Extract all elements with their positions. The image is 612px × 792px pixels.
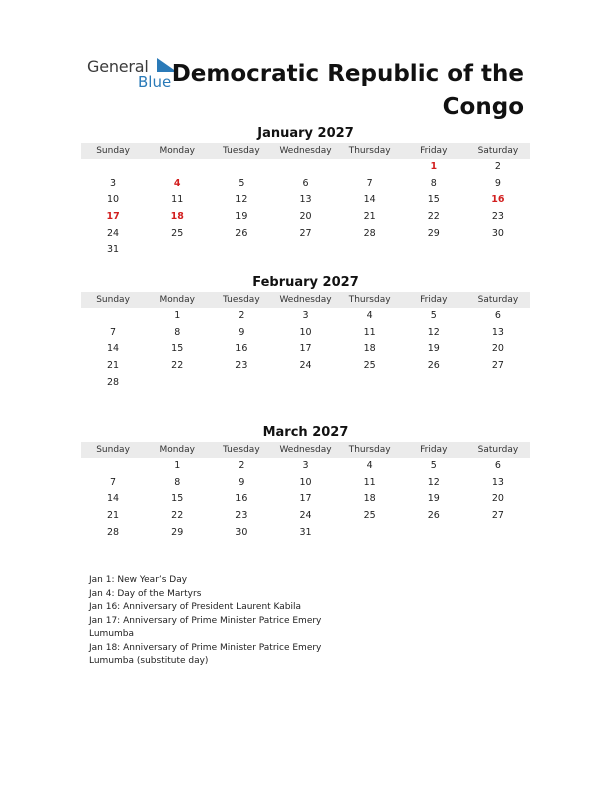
day-cell: 19 (235, 211, 248, 223)
month-march (81, 424, 530, 541)
day-cell (273, 242, 337, 259)
logo-blue-text: Blue (138, 73, 172, 91)
weekday-header (81, 292, 530, 308)
weekday-label: Saturday (477, 445, 519, 455)
day-cell: 10 (299, 326, 312, 338)
week-row (81, 159, 530, 176)
day-cell: 15 (427, 194, 440, 206)
month-title: March 2027 (262, 425, 349, 440)
week-row (81, 242, 530, 259)
weekday-label: Wednesday (279, 146, 332, 156)
month-title: February 2027 (252, 275, 359, 290)
day-cell: 3 (302, 310, 309, 321)
day-cell: 13 (299, 194, 312, 206)
day-cell (338, 242, 402, 259)
day-cell: 13 (491, 476, 504, 488)
day-cell: 2 (238, 310, 245, 321)
day-cell: 14 (107, 493, 120, 505)
day-cell: 16 (235, 343, 248, 355)
page-title (164, 58, 524, 124)
day-cell: 10 (107, 194, 120, 206)
weekday-label: Sunday (96, 295, 130, 305)
week-row (81, 375, 530, 392)
day-cell: 17 (299, 493, 312, 505)
holiday-notes (89, 574, 349, 669)
day-cell: 11 (363, 476, 376, 488)
day-cell (338, 159, 402, 176)
day-cell: 1 (174, 310, 181, 321)
day-cell: 9 (494, 177, 501, 189)
day-cell: 2 (238, 460, 245, 471)
day-cell: 22 (171, 360, 184, 372)
day-cell (466, 525, 530, 542)
weekday-label: Friday (420, 146, 448, 156)
day-cell (145, 375, 209, 392)
day-cell: 5 (430, 460, 437, 471)
day-cell (209, 159, 273, 176)
weekday-label: Monday (159, 295, 195, 305)
day-cell: 3 (302, 460, 309, 471)
day-cell: 8 (174, 476, 181, 488)
day-cell: 12 (235, 194, 248, 206)
day-cell: 6 (494, 460, 501, 471)
weekday-label: Sunday (96, 445, 130, 455)
day-cell: 10 (299, 476, 312, 488)
day-cell (145, 159, 209, 176)
day-cell: 30 (491, 227, 504, 239)
holiday-note: Jan 16: Anniversary of President Laurent Kabila (89, 602, 302, 612)
week-row (81, 475, 530, 492)
day-cell: 6 (302, 177, 309, 189)
day-cell: 21 (107, 510, 120, 522)
day-cell: 20 (491, 343, 504, 355)
week-row (81, 508, 530, 525)
day-cell (145, 242, 209, 259)
day-cell: 27 (491, 510, 504, 522)
week-row (81, 176, 530, 193)
day-cell: 25 (363, 510, 376, 522)
day-cell: 18 (363, 343, 376, 355)
day-cell (273, 375, 337, 392)
day-cell (81, 159, 145, 176)
weekday-label: Tuesday (223, 295, 260, 305)
day-cell: 1 (174, 460, 181, 471)
weekday-label: Tuesday (223, 146, 260, 156)
day-cell (466, 375, 530, 392)
holiday-note: Jan 4: Day of the Martyrs (89, 588, 202, 599)
day-cell: 20 (491, 493, 504, 505)
day-cell: 25 (171, 227, 184, 239)
weekday-label: Saturday (477, 295, 519, 305)
day-cell: 23 (235, 510, 248, 522)
day-cell: 7 (110, 326, 117, 338)
day-cell: 31 (107, 244, 120, 256)
day-cell (273, 159, 337, 176)
day-cell: 24 (107, 227, 120, 239)
day-cell: 2 (494, 161, 501, 172)
day-cell: 13 (491, 326, 504, 338)
day-cell: 7 (366, 177, 373, 189)
weekday-label: Thursday (348, 295, 391, 305)
weekday-label: Thursday (348, 146, 391, 156)
holiday-day-cell: 1 (430, 161, 438, 172)
week-row (81, 325, 530, 342)
day-cell: 29 (171, 526, 184, 538)
week-row (81, 226, 530, 243)
holiday-note: Jan 17: Anniversary of Prime Minister Patrice Emery Lumumba (89, 615, 322, 639)
day-cell: 22 (171, 510, 184, 522)
day-cell: 15 (171, 493, 184, 505)
day-cell: 28 (363, 227, 376, 239)
day-cell: 14 (363, 194, 376, 206)
day-cell: 23 (491, 211, 504, 223)
day-cell: 27 (491, 360, 504, 372)
holiday-day-cell: 18 (170, 211, 184, 223)
day-cell: 22 (427, 211, 440, 223)
day-cell: 28 (107, 526, 120, 538)
day-cell: 26 (235, 227, 248, 239)
day-cell: 23 (235, 360, 248, 372)
holiday-note: Jan 18: Anniversary of Prime Minister Patrice Emery Lumumba (substitute day) (89, 642, 322, 666)
day-cell: 4 (366, 310, 373, 321)
week-row (81, 192, 530, 209)
day-cell: 4 (366, 460, 373, 471)
day-cell: 25 (363, 360, 376, 372)
day-cell: 5 (238, 177, 245, 189)
day-cell: 27 (299, 227, 312, 239)
day-cell: 9 (238, 326, 245, 338)
weekday-header (81, 442, 530, 458)
day-cell: 6 (494, 310, 501, 321)
day-cell: 20 (299, 211, 312, 223)
day-cell: 17 (299, 343, 312, 355)
holiday-day-cell: 17 (106, 211, 120, 223)
month-january (81, 125, 530, 259)
day-cell: 18 (363, 493, 376, 505)
day-cell (402, 375, 466, 392)
weekday-label: Sunday (96, 146, 130, 156)
holiday-note: Jan 1: New Year’s Day (89, 575, 188, 585)
day-cell: 30 (235, 526, 248, 538)
day-cell: 8 (174, 326, 181, 338)
weekday-label: Wednesday (279, 445, 332, 455)
title-line-1: Democratic Republic of the (171, 61, 524, 87)
day-cell: 31 (299, 526, 312, 538)
day-cell (466, 242, 530, 259)
week-row (81, 358, 530, 375)
day-cell: 12 (427, 476, 440, 488)
day-cell (402, 525, 466, 542)
weekday-label: Tuesday (223, 445, 260, 455)
weekday-label: Friday (420, 295, 448, 305)
day-cell: 26 (427, 510, 440, 522)
day-cell: 12 (427, 326, 440, 338)
weekday-label: Friday (420, 445, 448, 455)
day-cell: 16 (235, 493, 248, 505)
day-cell: 8 (430, 177, 437, 189)
day-cell: 24 (299, 510, 312, 522)
week-row (81, 525, 530, 542)
day-cell: 29 (427, 227, 440, 239)
title-line-2: Congo (442, 94, 524, 120)
day-cell (81, 308, 145, 325)
day-cell (338, 525, 402, 542)
weekday-label: Monday (159, 146, 195, 156)
holiday-day-cell: 4 (173, 177, 181, 189)
day-cell (402, 242, 466, 259)
weekday-header (81, 143, 530, 159)
day-cell (209, 375, 273, 392)
day-cell: 11 (171, 194, 184, 206)
day-cell: 7 (110, 476, 117, 488)
week-row (81, 491, 530, 508)
day-cell: 21 (107, 360, 120, 372)
week-row (81, 209, 530, 226)
day-cell: 3 (110, 177, 117, 189)
day-cell (338, 375, 402, 392)
week-row (81, 341, 530, 358)
day-cell: 21 (363, 211, 376, 223)
day-cell: 28 (107, 376, 120, 388)
day-cell (209, 242, 273, 259)
holiday-day-cell: 16 (491, 194, 505, 206)
day-cell: 19 (427, 493, 440, 505)
weekday-label: Monday (159, 445, 195, 455)
day-cell: 11 (363, 326, 376, 338)
day-cell: 24 (299, 360, 312, 372)
weekday-label: Wednesday (279, 295, 332, 305)
week-row (81, 458, 530, 475)
week-row (81, 308, 530, 325)
weekday-label: Saturday (477, 146, 519, 156)
day-cell (81, 458, 145, 475)
day-cell: 26 (427, 360, 440, 372)
day-cell: 14 (107, 343, 120, 355)
logo-general-text: General (87, 57, 149, 76)
day-cell: 5 (430, 310, 437, 321)
weekday-label: Thursday (348, 445, 391, 455)
month-february (81, 274, 530, 391)
month-title: January 2027 (257, 126, 354, 141)
day-cell: 9 (238, 476, 245, 488)
day-cell: 19 (427, 343, 440, 355)
day-cell: 15 (171, 343, 184, 355)
